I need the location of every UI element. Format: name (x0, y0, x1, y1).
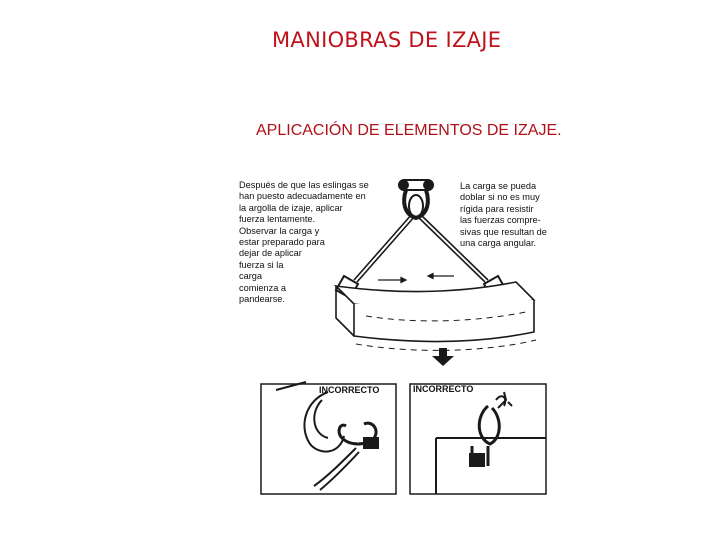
caption-line: las fuerzas compre- (460, 215, 541, 226)
panel-right-label: INCORRECTO (413, 384, 474, 394)
caption-line: Después de que las eslingas se (239, 180, 369, 190)
force-arrow-icon (378, 274, 454, 283)
lifting-illustration (236, 176, 570, 506)
caption-line: rígida para resistir (460, 203, 534, 214)
caption-line: sivas que resultan de (460, 226, 547, 237)
caption-line: carga (239, 271, 262, 282)
caption-right (460, 181, 547, 249)
caption-line: pandearse. (239, 294, 285, 305)
caption-line: la argolla de izaje, aplicar (239, 202, 343, 213)
caption-line: han puesto adecuadamente en (239, 191, 366, 202)
caption-line: fuerza lentamente. (239, 214, 316, 225)
page-title: MANIOBRAS DE IZAJE (272, 28, 502, 52)
caption-line: comienza a (239, 282, 286, 293)
caption-line: La carga se pueda (460, 181, 537, 191)
caption-line: fuerza si la (239, 259, 284, 270)
lifting-ring-icon (399, 180, 433, 218)
page-subtitle: APLICACIÓN DE ELEMENTOS DE IZAJE. (256, 122, 562, 139)
caption-line: doblar si no es muy (460, 192, 540, 203)
caption-line: estar preparado para (239, 237, 325, 248)
caption-line: una carga angular. (460, 238, 537, 249)
caption-line: dejar de aplicar (239, 248, 302, 259)
caption-left (239, 180, 369, 305)
caption-line: Observar la carga y (239, 225, 320, 236)
panel-left-label: INCORRECTO (319, 385, 380, 395)
